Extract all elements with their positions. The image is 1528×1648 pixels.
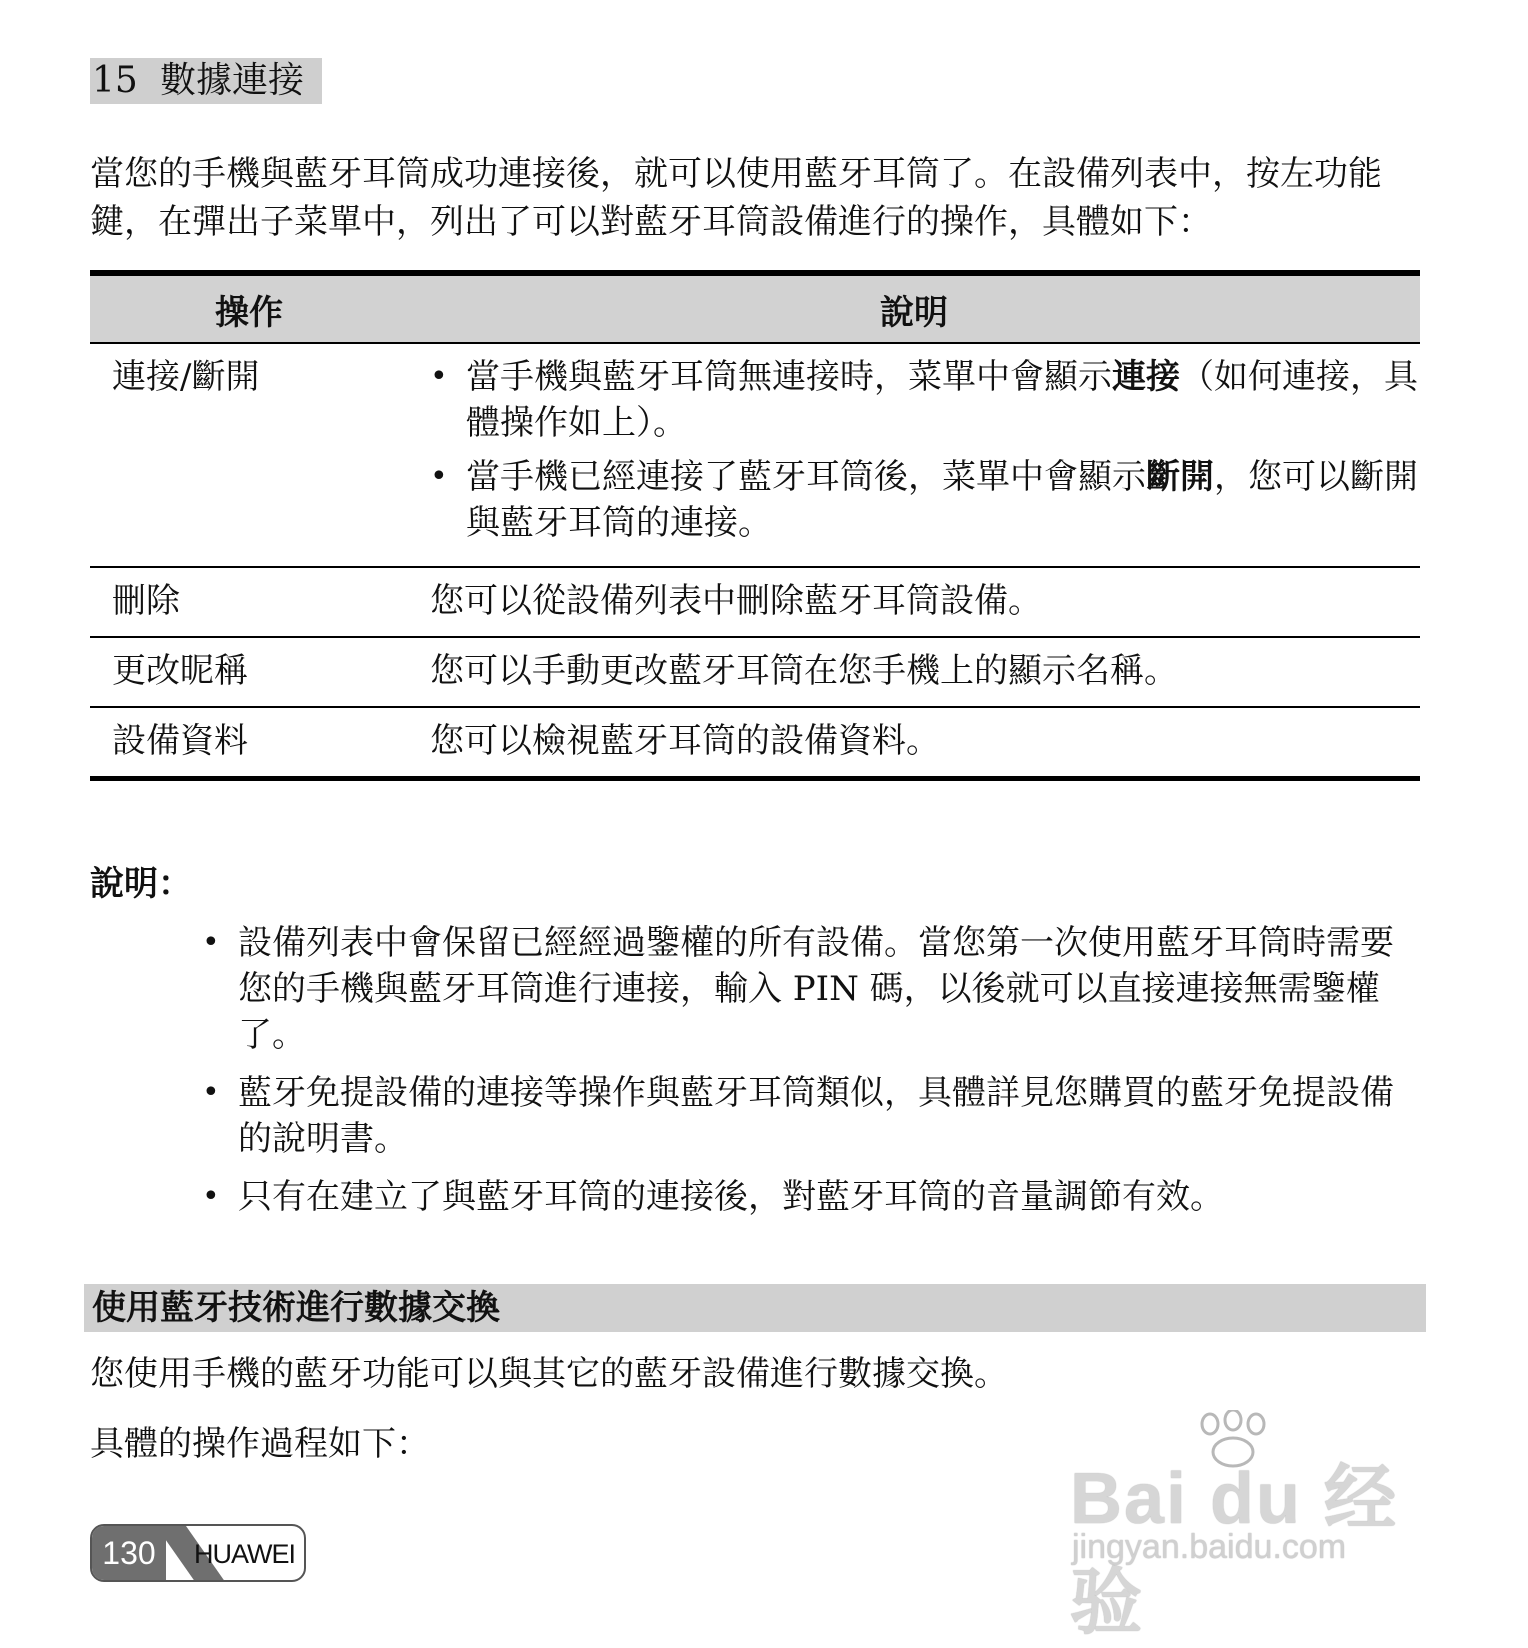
bullet-text: 當手機已經連接了藍牙耳筒後，菜單中會顯示	[466, 457, 1146, 497]
baidu-watermark	[1070, 1410, 1450, 1643]
table-row	[90, 707, 1420, 779]
bold-term-connect: 連接	[1112, 357, 1180, 397]
watermark-url: jingyan.baidu.com	[1072, 1528, 1347, 1566]
bullet-text: ，您可以斷開與藍牙耳筒的連接。	[466, 457, 1418, 543]
steps-intro: 具體的操作過程如下：	[90, 1424, 430, 1464]
bullet-item	[430, 454, 1420, 546]
note-list	[202, 920, 1420, 1232]
description-cell: 您可以手動更改藍牙耳筒在您手機上的顯示名稱。	[408, 637, 1420, 707]
bullet-text: （如何連接，具體操作如上）。	[466, 357, 1418, 443]
chapter-title: 數據連接	[160, 60, 305, 101]
chapter-number: 15	[92, 60, 138, 101]
description-cell: 您可以從設備列表中刪除藍牙耳筒設備。	[408, 567, 1420, 637]
intro-paragraph: 當您的手機與藍牙耳筒成功連接後，就可以使用藍牙耳筒了。在設備列表中，按左功能鍵，在彈出子菜單中，列出了可以對藍牙耳筒設備進行的操作，具體如下：	[90, 154, 1382, 242]
table-row	[90, 343, 1420, 567]
description-cell: 您可以檢視藍牙耳筒的設備資料。	[430, 721, 940, 761]
note-item: • 只有在建立了與藍牙耳筒的連接後，對藍牙耳筒的音量調節有效。	[202, 1174, 1420, 1220]
chapter-header	[90, 58, 322, 104]
watermark-logo: Bai du 经验	[1070, 1459, 1399, 1643]
operation-cell: 設備資料	[112, 721, 248, 761]
column-header-description: 說明	[408, 273, 1420, 343]
page-footer	[90, 1524, 306, 1582]
note-item: • 藍牙免提設備的連接等操作與藍牙耳筒類似，具體詳見您購買的藍牙免提設備的說明書。	[202, 1070, 1420, 1162]
table-row	[90, 567, 1420, 637]
bullet-text: 當手機與藍牙耳筒無連接時，菜單中會顯示	[466, 357, 1112, 397]
note-item: • 設備列表中會保留已經經過鑒權的所有設備。當您第一次使用藍牙耳筒時需要您的手機與藍牙耳筒進行連接，輸入 PIN 碼，以後就可以直接連接無需鑒權了。	[202, 920, 1420, 1058]
description-cell	[408, 343, 1420, 567]
operation-cell: 刪除	[90, 567, 408, 637]
bold-term-disconnect: 斷開	[1146, 457, 1214, 497]
operations-table	[90, 270, 1420, 781]
note-title: 說明：	[90, 864, 192, 904]
operation-cell: 更改昵稱	[90, 637, 408, 707]
section-paragraph: 您使用手機的藍牙功能可以與其它的藍牙設備進行數據交換。	[90, 1354, 1008, 1394]
brand-label: HUAWEI	[194, 1539, 295, 1569]
page-number: 130	[92, 1526, 166, 1580]
column-header-operation: 操作	[90, 273, 408, 343]
description-bullets	[430, 354, 1420, 546]
operation-cell: 連接/斷開	[90, 343, 408, 567]
table-row	[90, 637, 1420, 707]
bullet-item	[430, 354, 1420, 446]
section-heading: 使用藍牙技術進行數據交換	[84, 1284, 1426, 1332]
table-header-row	[90, 273, 1420, 343]
